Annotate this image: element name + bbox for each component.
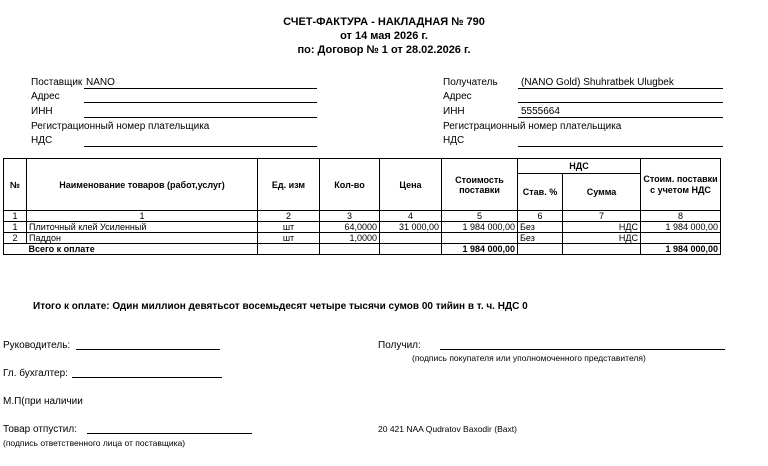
proxy-text: 20 421 NAA Qudratov Baxodir (Baxt)	[378, 424, 517, 434]
num-cell: 8	[641, 211, 721, 222]
total-row	[4, 244, 721, 255]
col-nds: НДС	[518, 159, 641, 174]
num-cell: 1	[27, 211, 258, 222]
items-table	[3, 158, 721, 255]
row-no: 2	[4, 233, 27, 244]
amount-in-words: Итого к оплате: Один миллион девятьсот восемьдесят четыре тысячи сумов 00 тийин в т. ч. НДС 0	[33, 301, 528, 312]
row-name: Паддон	[27, 233, 258, 244]
num-cell: 5	[442, 211, 518, 222]
recipient-inn-label: ИНН	[443, 106, 465, 117]
row-sum: НДС	[563, 222, 641, 233]
col-total: Стоим. поставки с учетом НДС	[641, 159, 721, 211]
row-rate: Без	[518, 222, 563, 233]
table-row	[4, 222, 721, 233]
row-price	[380, 233, 442, 244]
recipient-name: (NANO Gold) Shuhratbek Ulugbek	[521, 77, 674, 88]
row-rate: Без	[518, 233, 563, 244]
num-cell: 1	[4, 211, 27, 222]
supplier-inn-line	[84, 107, 317, 118]
col-unit: Ед. изм	[258, 159, 320, 211]
director-line	[76, 339, 220, 350]
num-cell: 4	[380, 211, 442, 222]
invoice-contract: по: Договор № 1 от 28.02.2026 г.	[297, 44, 471, 56]
row-no: 1	[4, 222, 27, 233]
row-qty: 64,0000	[320, 222, 380, 233]
col-name: Наименование товаров (работ,услуг)	[27, 159, 258, 211]
col-sum: Сумма	[563, 174, 641, 211]
num-cell: 7	[563, 211, 641, 222]
num-cell: 6	[518, 211, 563, 222]
row-total: 1 984 000,00	[641, 222, 721, 233]
supplier-address-line	[84, 92, 317, 103]
recipient-nds-line	[518, 136, 723, 147]
stamp-label: М.П(при наличии	[3, 396, 83, 407]
supplier-address-label: Адрес	[31, 91, 60, 102]
num-cell: 2	[258, 211, 320, 222]
recipient-nds-label: НДС	[443, 135, 465, 146]
col-price: Цена	[380, 159, 442, 211]
released-note: (подпись ответственного лица от поставщика)	[3, 438, 186, 448]
col-qty: Кол-во	[320, 159, 380, 211]
row-name: Плиточный клей Усиленный	[27, 222, 258, 233]
col-no: №	[4, 159, 27, 211]
row-unit: шт	[258, 233, 320, 244]
supplier-label: Поставщик	[31, 77, 83, 88]
row-unit: шт	[258, 222, 320, 233]
accountant-line	[72, 367, 222, 378]
supplier-inn-label: ИНН	[31, 106, 53, 117]
received-note: (подпись покупателя или уполномоченного представителя)	[412, 353, 646, 363]
row-cost	[442, 233, 518, 244]
supplier-reg-label: Регистрационный номер плательщика	[31, 121, 210, 132]
row-total	[641, 233, 721, 244]
received-line	[440, 339, 725, 350]
director-label: Руководитель:	[3, 340, 71, 351]
col-rate: Став. %	[518, 174, 563, 211]
num-cell: 3	[320, 211, 380, 222]
col-cost: Стоимость поставки	[442, 159, 518, 211]
recipient-reg-label: Регистрационный номер плательщика	[443, 121, 622, 132]
table-row	[4, 233, 721, 244]
invoice-title: СЧЕТ-ФАКТУРА - НАКЛАДНАЯ № 790	[283, 16, 485, 28]
supplier-name: NANO	[86, 77, 115, 88]
recipient-address-label: Адрес	[443, 91, 472, 102]
row-qty: 1,0000	[320, 233, 380, 244]
supplier-nds-label: НДС	[31, 135, 53, 146]
accountant-label: Гл. бухгалтер:	[3, 368, 68, 379]
supplier-line	[84, 78, 317, 89]
released-label: Товар отпустил:	[3, 424, 77, 435]
row-cost: 1 984 000,00	[442, 222, 518, 233]
total-with-nds: 1 984 000,00	[641, 244, 721, 255]
recipient-inn-value: 5555664	[521, 106, 560, 117]
row-price: 31 000,00	[380, 222, 442, 233]
recipient-label: Получатель	[443, 77, 498, 88]
invoice-date: от 14 мая 2026 г.	[340, 30, 428, 42]
released-line	[87, 423, 252, 434]
total-cost: 1 984 000,00	[442, 244, 518, 255]
recipient-address-line	[518, 92, 723, 103]
received-label: Получил:	[378, 340, 421, 351]
total-label: Всего к оплате	[27, 244, 258, 255]
supplier-nds-line	[84, 136, 317, 147]
row-sum: НДС	[563, 233, 641, 244]
